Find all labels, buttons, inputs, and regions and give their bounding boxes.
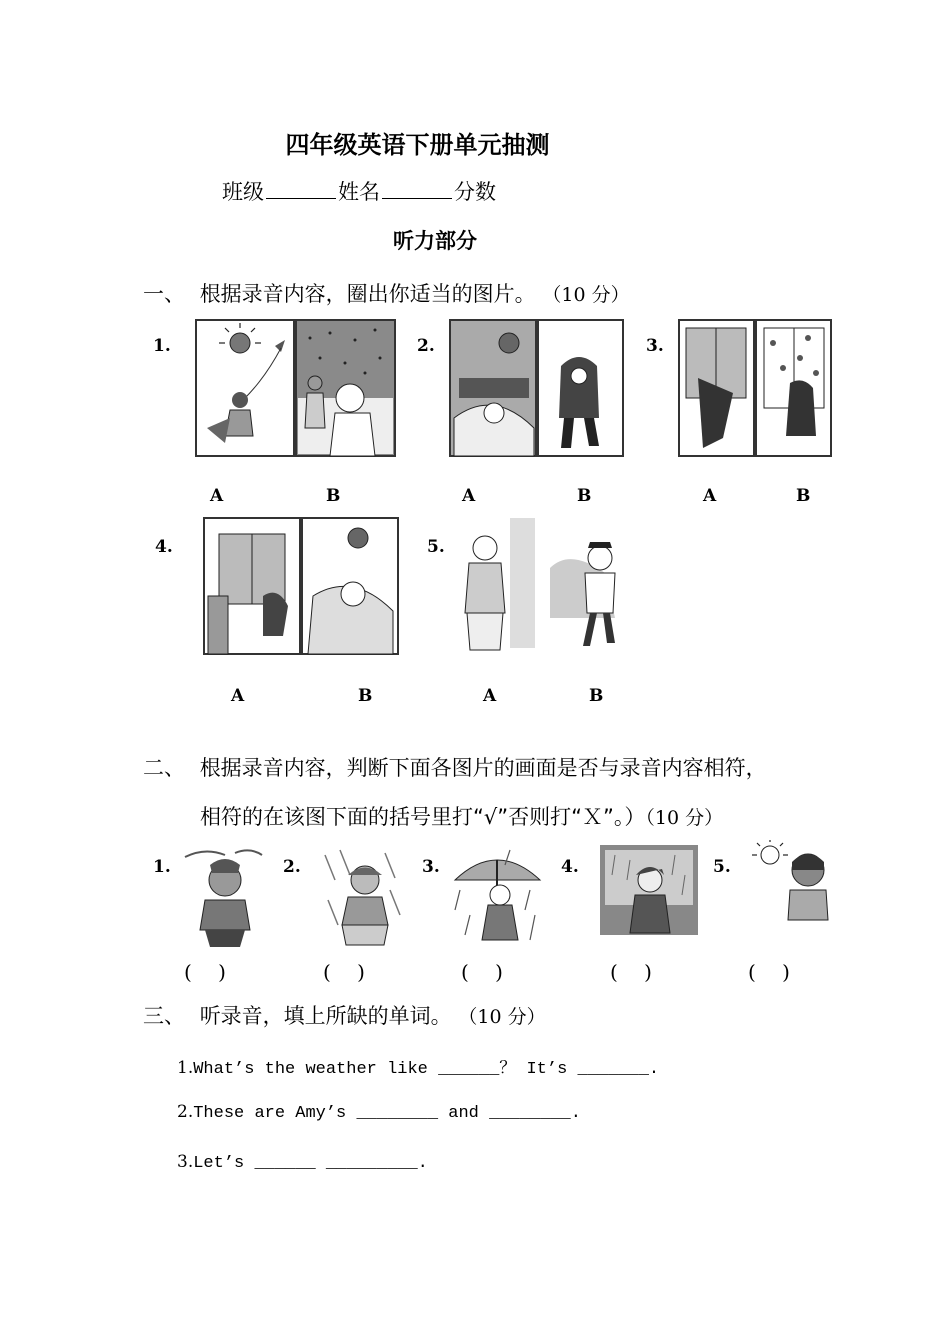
q2-points: （10 分） [645,807,724,829]
q3-number: 三、 [143,1004,185,1028]
q2-item-number: 1. [153,857,171,877]
q2-picture-3 [450,845,545,950]
q2-answer-bracket[interactable]: ( ) [610,960,652,984]
q1-text: 根据录音内容，圈出你适当的图片。 [199,282,536,306]
q2-answer-bracket[interactable]: ( ) [461,960,503,984]
q3-points: （10 分） [458,1006,546,1028]
q1-heading [143,278,630,308]
q1-picture-2[interactable] [449,318,624,460]
q1-option-b[interactable]: B [589,686,604,706]
q3-line-text: What’s the weather like ______？ It’s _______. [193,1060,660,1079]
q2-heading [143,752,767,782]
q3-line-2[interactable] [177,1102,581,1123]
q2-text-2: 相符的在该图下面的括号里打“√”否则打“Ｘ”。） [200,805,646,829]
q2-number: 二、 [143,756,185,780]
q2-heading-line2 [200,801,723,831]
q2-picture-2 [320,845,405,950]
q2-text: 根据录音内容，判断下面各图片的画面是否与录音内容相符， [199,756,767,780]
page-title: 四年级英语下册单元抽测 [285,131,550,159]
q1-item-number: 3. [646,336,664,356]
q1-option-a[interactable]: A [231,686,245,706]
name-blank[interactable] [382,180,452,199]
q1-option-a[interactable]: A [210,486,224,506]
q1-item-number: 4. [155,537,173,557]
q3-line-1[interactable] [177,1053,659,1079]
q3-line-text: These are Amy’s ________ and ________. [193,1104,581,1123]
q2-picture-1 [180,845,265,950]
q2-picture-5 [748,840,838,930]
q3-line-3[interactable] [177,1152,428,1173]
q1-option-a[interactable]: A [703,486,717,506]
q1-option-b[interactable]: B [358,686,373,706]
q1-picture-1[interactable] [195,318,397,460]
q1-picture-5[interactable] [455,518,640,658]
q1-option-a[interactable]: A [483,686,497,706]
q1-option-b[interactable]: B [577,486,592,506]
q1-option-b[interactable]: B [326,486,341,506]
class-label: 班级 [222,180,264,204]
name-label: 姓名 [338,180,380,204]
q3-line-text: Let’s ______ _________. [193,1154,428,1173]
q2-item-number: 3. [422,857,440,877]
q1-option-a[interactable]: A [462,486,476,506]
q1-number: 一、 [143,282,185,306]
q2-answer-bracket[interactable]: ( ) [323,960,365,984]
q2-answer-bracket[interactable]: ( ) [748,960,790,984]
q2-item-number: 5. [713,857,731,877]
q1-item-number: 5. [427,537,445,557]
q3-text: 听录音，填上所缺的单词。 [199,1004,452,1028]
q2-item-number: 2. [283,857,301,877]
q3-heading [143,1000,546,1030]
q3-line-number: 1. [177,1058,194,1078]
listening-heading: 听力部分 [393,229,477,253]
student-info-line [222,176,496,206]
q1-picture-4[interactable] [203,516,399,658]
q2-answer-bracket[interactable]: ( ) [184,960,226,984]
q1-item-number: 2. [417,336,435,356]
q1-option-b[interactable]: B [796,486,811,506]
q2-picture-4 [600,845,698,935]
q2-item-number: 4. [561,857,579,877]
q1-item-number: 1. [153,336,171,356]
class-blank[interactable] [266,180,336,199]
q3-line-number: 3. [177,1152,194,1172]
q3-line-number: 2. [177,1102,194,1122]
q1-points: （10 分） [542,284,630,306]
score-label: 分数 [454,180,496,204]
q1-picture-3[interactable] [678,318,832,460]
